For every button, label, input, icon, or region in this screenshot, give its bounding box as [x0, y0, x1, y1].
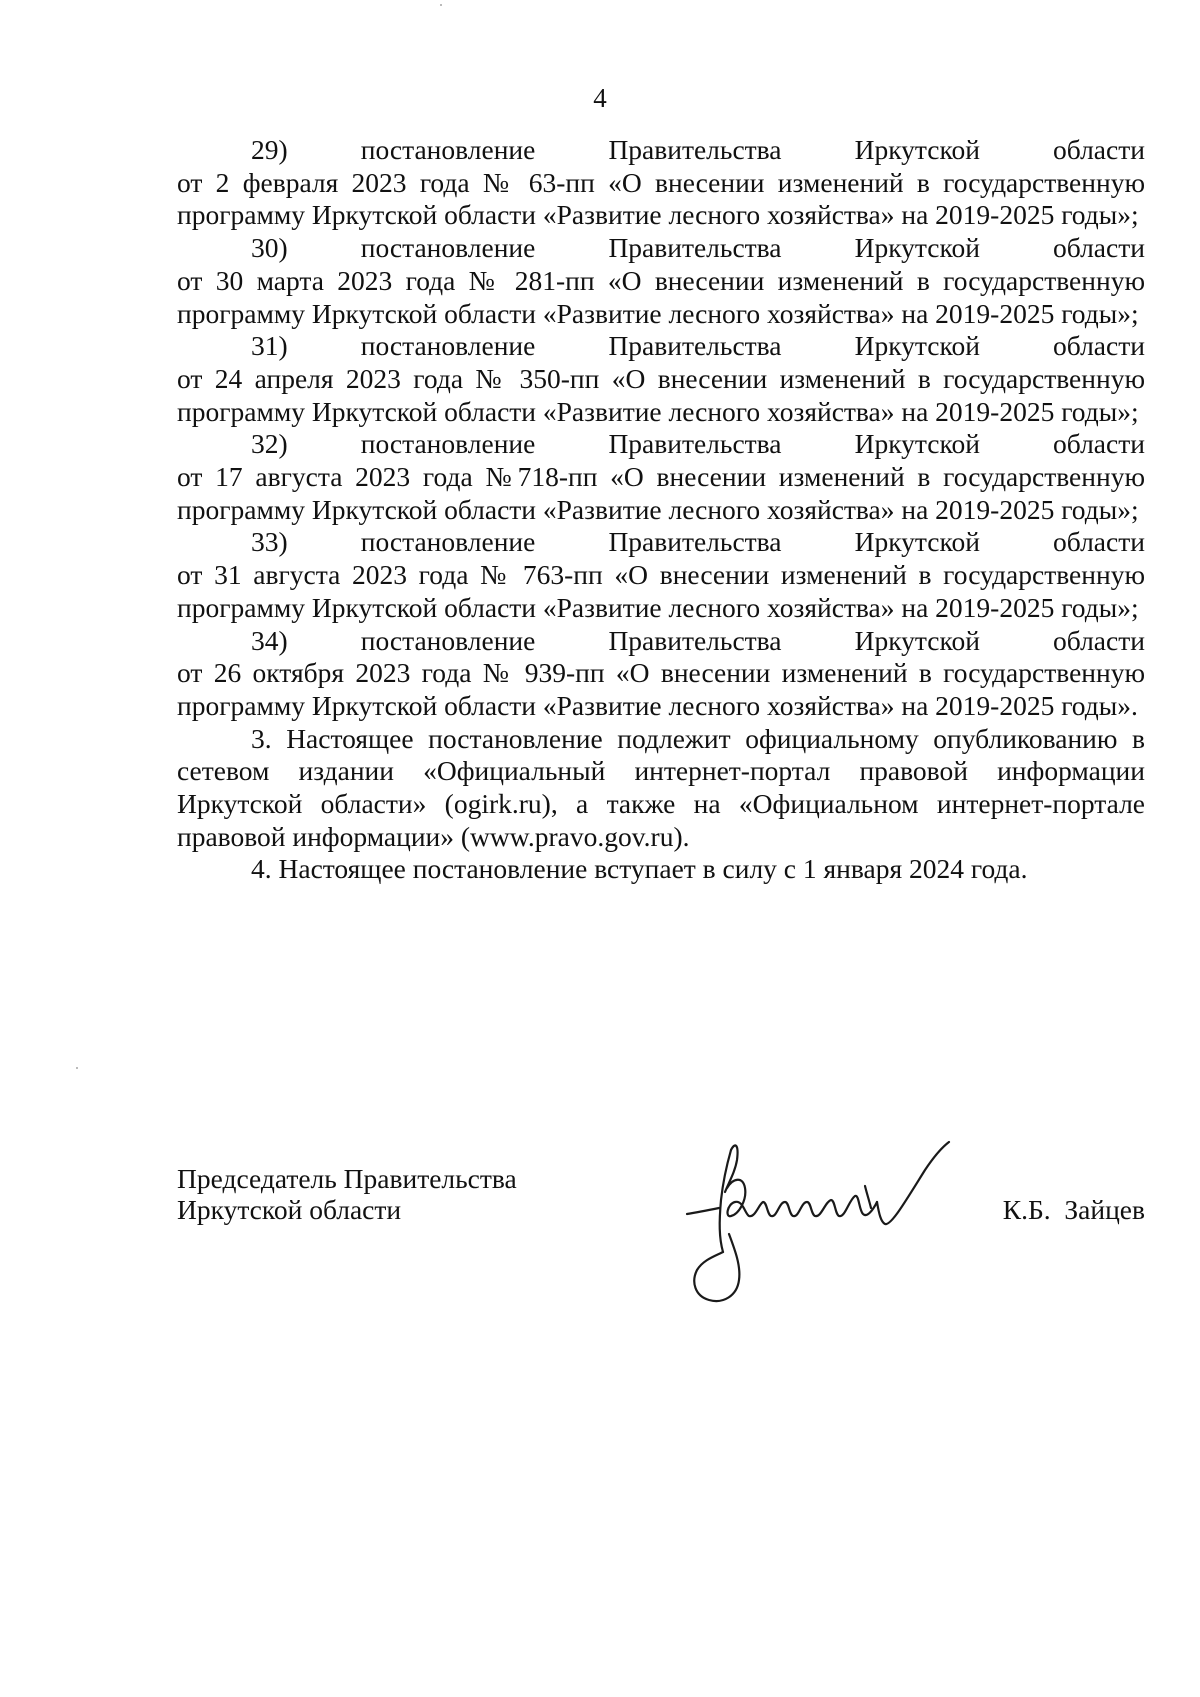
- list-item-word: Иркутской: [854, 330, 980, 362]
- signature-block: [177, 1163, 1145, 1303]
- scan-speck: [440, 4, 442, 6]
- list-item-text: от 2 февраля 2023 года № 63-пп «О внесении изменений в государственную программу Иркутской области «Развитие лесного хозяйства» на 2019-2025 годы»;: [177, 166, 1145, 231]
- list-item-word: области: [1053, 232, 1145, 264]
- signatory-name: К.Б. Зайцев: [1002, 1194, 1145, 1225]
- handwritten-signature: [679, 1130, 959, 1305]
- list-item-first-line: [177, 330, 1145, 363]
- list-item-word: области: [1053, 624, 1145, 656]
- list-item-first-line: [177, 232, 1145, 265]
- page-number: 4: [593, 83, 607, 113]
- list-item-word: Правительства: [608, 134, 782, 165]
- list-item-text: от 30 марта 2023 года № 281-пп «О внесении изменений в государственную программу Иркутской области «Развитие лесного хозяйства» на 2019-2025 годы»;: [177, 264, 1145, 329]
- signatory-title: [177, 1163, 517, 1225]
- list-item: [177, 526, 1145, 624]
- list-item-word: Правительства: [608, 330, 782, 362]
- signatory-title-line: Председатель Правительства: [177, 1163, 517, 1194]
- scan-speck: [76, 1067, 78, 1069]
- list-item: [177, 134, 1145, 232]
- list-item-word: Иркутской: [854, 624, 980, 656]
- signatory-title-line: Иркутской области: [177, 1194, 402, 1225]
- list-item-word: области: [1053, 134, 1145, 165]
- list-item-word: постановление: [360, 624, 536, 656]
- list-item-number: 32): [251, 428, 288, 460]
- list-item-word: постановление: [360, 526, 536, 558]
- list-item-word: области: [1053, 428, 1145, 460]
- list-item-word: Правительства: [608, 232, 782, 264]
- list-item-first-line: [177, 428, 1145, 461]
- list-item-word: области: [1053, 526, 1145, 558]
- list-item: [177, 232, 1145, 330]
- list-item-word: области: [1053, 330, 1145, 362]
- list-item-word: Правительства: [608, 624, 782, 656]
- list-item-first-line: [177, 134, 1145, 167]
- document-body: [177, 134, 1145, 886]
- list-item-word: постановление: [360, 134, 536, 165]
- list-item-word: Правительства: [608, 526, 782, 558]
- list-item-word: постановление: [360, 330, 536, 362]
- list-item-number: 29): [251, 134, 288, 165]
- list-item-text: от 26 октября 2023 года № 939-пп «О внесении изменений в государственную программу Иркутской области «Развитие лесного хозяйства» на 2019-2025 годы».: [177, 657, 1145, 721]
- list-item-text: от 24 апреля 2023 года № 350-пп «О внесении изменений в государственную программу Иркутской области «Развитие лесного хозяйства» на 2019-2025 годы»;: [177, 362, 1145, 427]
- list-item-first-line: [177, 526, 1145, 559]
- list-item-text: от 17 августа 2023 года №718-пп «О внесении изменений в государственную программу Иркутской области «Развитие лесного хозяйства» на 2019-2025 годы»;: [177, 461, 1145, 525]
- list-item-first-line: [177, 625, 1145, 658]
- list-item-number: 30): [251, 232, 288, 264]
- list-item: [177, 428, 1145, 526]
- list-item-word: Иркутской: [854, 428, 980, 460]
- list-item-word: Иркутской: [854, 526, 980, 558]
- effective-date-paragraph: 4. Настоящее постановление вступает в силу с 1 января 2024 года.: [251, 853, 1028, 885]
- list-item-text: от 31 августа 2023 года № 763-пп «О внесении изменений в государственную программу Иркутской области «Развитие лесного хозяйства» на 2019-2025 годы»;: [177, 559, 1145, 623]
- list-item: [177, 625, 1145, 723]
- list-item-word: Иркутской: [854, 232, 980, 264]
- list-item-word: постановление: [360, 428, 536, 460]
- list-item-word: Правительства: [608, 428, 782, 460]
- list-item: [177, 330, 1145, 428]
- list-item-number: 34): [251, 624, 288, 656]
- list-item-number: 33): [251, 526, 288, 558]
- list-item-word: Иркутской: [854, 134, 980, 165]
- list-item-word: постановление: [360, 232, 536, 264]
- publication-paragraph: 3. Настоящее постановление подлежит официальному опубликованию в сетевом издании «Официальный интернет-портал правовой информации Иркутской области» (ogirk.ru), а также на «Официальном интернет-портале правовой информации» (www.pravo.gov.ru).: [177, 722, 1145, 852]
- list-item-number: 31): [251, 330, 288, 362]
